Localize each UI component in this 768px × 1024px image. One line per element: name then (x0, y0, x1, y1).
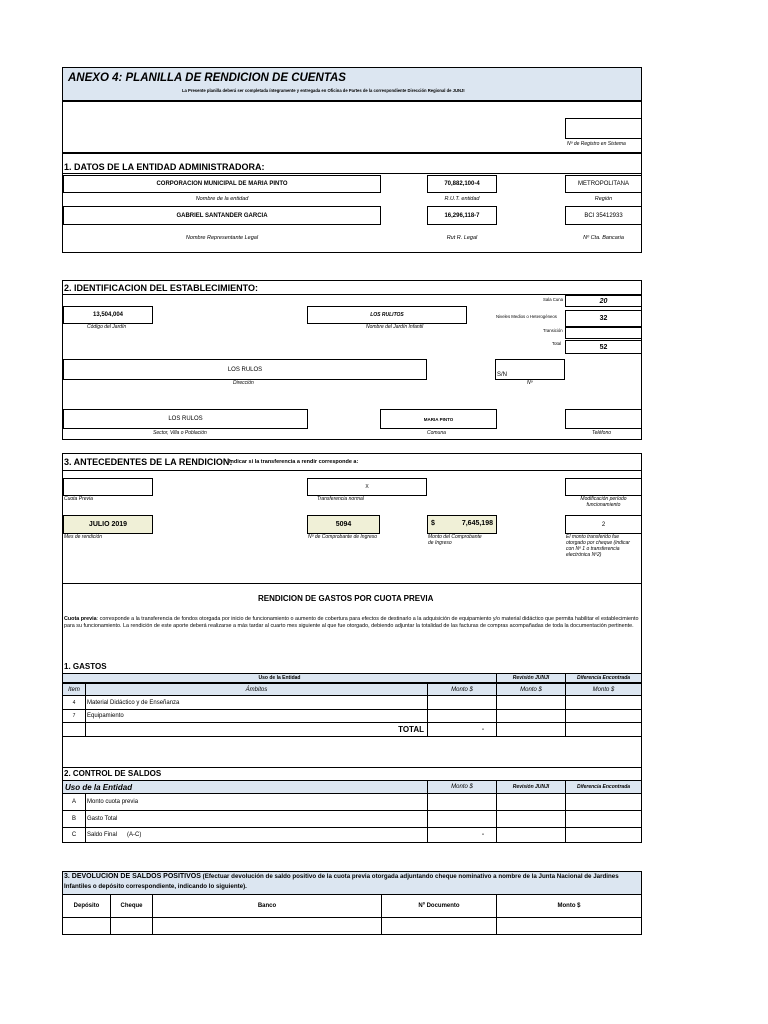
rendicion-title: RENDICION DE GASTOS POR CUOTA PREVIA (258, 594, 434, 603)
direccion-field[interactable]: LOS RULOS (63, 359, 427, 380)
gastos-diferencia-header: Diferencia Encontrada (565, 673, 642, 683)
rendicion-text (64, 616, 640, 630)
saldos-row-monto[interactable]: - (427, 827, 497, 843)
entidad-label: Nombre de la entidad (195, 196, 249, 202)
gastos-total-value: - (427, 722, 497, 737)
transferencia-normal-label: Transferencia normal (317, 496, 364, 502)
section3-underline (62, 470, 642, 471)
mes-rendicion-field[interactable]: JULIO 2019 (63, 515, 153, 534)
section2-title: 2. IDENTIFICACION DEL ESTABLECIMIENTO: (64, 283, 259, 293)
niveles-field[interactable]: 32 (565, 310, 642, 327)
modificacion-label: Modificación período funcionamiento (580, 496, 627, 508)
codigo-jardin-label: Código del Jardín (87, 324, 127, 330)
devolucion-text (64, 872, 640, 892)
section1-title: 1. DATOS DE LA ENTIDAD ADMINISTRADORA: (64, 162, 265, 172)
gastos-row-revision[interactable] (496, 695, 566, 710)
monto-comprobante-field[interactable] (427, 515, 497, 534)
transicion-label: Transición (543, 328, 563, 333)
rendicion-body: : corresponde a la transferencia de fondos otorgada por inicio de funcionamiento o aumento de cobertura para efectos de destinarlo a la adquisición de equipamiento y/o material didáctico que permita habilitar el establecimiento para su funcionamiento. La rendición de este aporte deberá realizarse a más tardar al cuarto mes siguiente al que fue otorgado, debiendo adjuntar la totalidad de las facturas de compras acompañadas de toda la documentación pertinente. (64, 616, 639, 629)
saldos-row-diferencia[interactable] (565, 810, 642, 828)
telefono-field[interactable] (565, 409, 642, 429)
gastos-row-ambito: Equipamiento (85, 709, 428, 723)
rut-legal-label: Rut R. Legal (446, 235, 478, 241)
comprobante-label: Nº de Comprobante de Ingreso (308, 534, 378, 540)
saldos-col-monto: Monto $ (427, 780, 497, 794)
gastos-col-ambitos: Ámbitos (85, 683, 428, 696)
cuota-previa-field[interactable] (63, 478, 153, 496)
devolucion-body: (Efectuar devolución de saldo positivo de la cuota previa otorgada adjuntando cheque nominativo a nombre de la Junta Nacional de Jardines Infantiles o depósito correspondiente, indicando lo siguiente). (64, 873, 619, 890)
numero-value: S/N (497, 372, 508, 378)
header-body (62, 101, 642, 153)
rut-label: R.U.T. entidad (444, 196, 480, 202)
saldos-row-letter: B (62, 810, 86, 828)
gastos-col-item: Item (62, 683, 86, 696)
gastos-row-ambito: Material Didáctico y de Enseñanza (85, 695, 428, 710)
devolucion-cheque-input[interactable] (110, 917, 153, 935)
section3-instruction: Indicar si la transferencia a rendir corresponde a: (229, 459, 359, 465)
total-ninos-field[interactable]: 52 (565, 340, 642, 354)
gastos-total-label: TOTAL (85, 722, 428, 737)
nombre-jardin-field[interactable]: LOS RULITOS (307, 306, 467, 324)
direccion-label: Dirección (233, 380, 254, 386)
devolucion-col-monto: Monto $ (496, 894, 642, 918)
saldos-row-label: Gasto Total (85, 810, 428, 828)
devolucion-documento-input[interactable] (381, 917, 497, 935)
transferida-field[interactable]: 2 (565, 515, 642, 534)
transicion-field[interactable] (565, 327, 642, 339)
gastos-title: 1. GASTOS (64, 662, 107, 671)
devolucion-deposito-input[interactable] (62, 917, 111, 935)
section1-underline (62, 173, 642, 174)
registro-field[interactable] (565, 118, 642, 139)
sala-cuna-field[interactable]: 20 (565, 295, 642, 307)
section3-title: 3. ANTECEDENTES DE LA RENDICION: (64, 457, 233, 467)
comprobante-field[interactable]: 5094 (307, 515, 380, 534)
gastos-total-revision[interactable] (496, 722, 566, 737)
rut-field[interactable]: 70,882,100-4 (427, 175, 497, 193)
saldos-row-revision[interactable] (496, 793, 566, 811)
numero-label: Nº (527, 380, 533, 386)
saldos-row-letter: A (62, 793, 86, 811)
representante-label: Nombre Representante Legal (185, 235, 259, 241)
sala-cuna-label: Sala Cuna (543, 297, 564, 302)
page-title: ANEXO 4: PLANILLA DE RENDICION DE CUENTAS (68, 72, 346, 84)
saldos-diferencia-header: Diferencia Encontrada (565, 780, 642, 794)
sector-field[interactable]: LOS RULOS (63, 409, 308, 429)
section2-underline (62, 294, 642, 295)
gastos-col-diferencia-monto: Monto $ (565, 683, 642, 696)
devolucion-col-deposito: Depósito (62, 894, 111, 918)
saldos-row-letter: C (62, 827, 86, 843)
gastos-row-monto[interactable] (427, 695, 497, 710)
gastos-uso-entidad-header: Uso de la Entidad (62, 673, 497, 683)
gastos-row-item: 4 (62, 695, 86, 710)
devolucion-col-banco: Banco (152, 894, 382, 918)
monto-value: 7,645,198 (461, 520, 493, 527)
region-field[interactable]: METROPOLITANA (565, 175, 642, 193)
gastos-col-revision-monto: Monto $ (496, 683, 566, 696)
saldos-row-revision[interactable] (496, 827, 566, 843)
devolucion-col-cheque: Cheque (110, 894, 153, 918)
rendicion-bold-lead: Cuota previa (64, 616, 97, 622)
devolucion-monto-input[interactable] (496, 917, 642, 935)
gastos-total-spacer (62, 722, 86, 737)
total-ninos-label: Total (552, 341, 562, 346)
saldos-row-diferencia[interactable] (565, 827, 642, 843)
mes-rendicion-label: Mes de rendición (64, 534, 103, 540)
saldos-row-revision[interactable] (496, 810, 566, 828)
transferida-label: El monto transferido fue otorgado por cheque (indicar con Nº 1 o transferencia electrónica Nº2) (566, 534, 630, 558)
saldos-row-label: Saldo Final (A-C) (85, 827, 428, 843)
devolucion-col-documento: Nº Documento (381, 894, 497, 918)
monto-comprobante-label: Monto del Comprobante de Ingreso (428, 534, 482, 546)
niveles-label: Niveles Medios o Heterogéneos (496, 314, 557, 319)
cta-bancaria-field[interactable]: BCI 35412933 (565, 206, 642, 225)
registro-label: Nº de Registro en Sistema (567, 141, 626, 147)
rut-legal-field[interactable]: 16,296,118-7 (427, 206, 497, 225)
comuna-field[interactable]: MARIA PINTO (380, 409, 497, 429)
gastos-col-monto: Monto $ (427, 683, 497, 696)
telefono-label: Teléfono (592, 430, 611, 436)
devolucion-title: 3. DEVOLUCION DE SALDOS POSITIVOS (64, 873, 201, 880)
gastos-revision-header: Revisión JUNJI (496, 673, 566, 683)
saldos-row-diferencia[interactable] (565, 793, 642, 811)
saldos-top-line (62, 767, 642, 768)
saldos-row-monto[interactable] (427, 793, 497, 811)
cta-bancaria-label: Nº Cta. Bancaria (583, 235, 624, 241)
saldos-row-monto[interactable] (427, 810, 497, 828)
sector-label: Sector, Villa o Población (153, 430, 207, 436)
gastos-row-diferencia[interactable] (565, 695, 642, 710)
modificacion-field[interactable] (565, 478, 642, 496)
cuota-previa-label: Cuota Previa (64, 496, 93, 502)
gastos-row-diferencia[interactable] (565, 709, 642, 723)
saldos-title: 2. CONTROL DE SALDOS (64, 769, 162, 778)
region-label: Región (594, 196, 613, 202)
transferencia-normal-field[interactable]: X (307, 478, 427, 496)
saldos-revision-header: Revisión JUNJI (496, 780, 566, 794)
representante-field[interactable]: GABRIEL SANTANDER GARCIA (63, 206, 381, 225)
gastos-row-item: 7 (62, 709, 86, 723)
gastos-row-monto[interactable] (427, 709, 497, 723)
monto-currency: $ (431, 520, 435, 527)
gastos-row-revision[interactable] (496, 709, 566, 723)
entidad-field[interactable]: CORPORACION MUNICIPAL DE MARIA PINTO (63, 175, 381, 193)
devolucion-banco-input[interactable] (152, 917, 382, 935)
saldos-row-label: Monto cuota previa (85, 793, 428, 811)
page-subtitle: La Presente planilla deberá ser completada íntegramente y entregada en Oficina de Partes de la correspondiente Dirección Regional de JUNJI (182, 88, 465, 93)
saldos-uso-entidad-header: Uso de la Entidad (62, 780, 428, 794)
gastos-total-diferencia[interactable] (565, 722, 642, 737)
codigo-jardin-field[interactable]: 13,504,004 (63, 306, 153, 324)
rendicion-divider (62, 583, 642, 584)
comuna-label: Comuna (427, 430, 446, 436)
nombre-jardin-label: Nombre del Jardín Infantil (366, 324, 424, 330)
